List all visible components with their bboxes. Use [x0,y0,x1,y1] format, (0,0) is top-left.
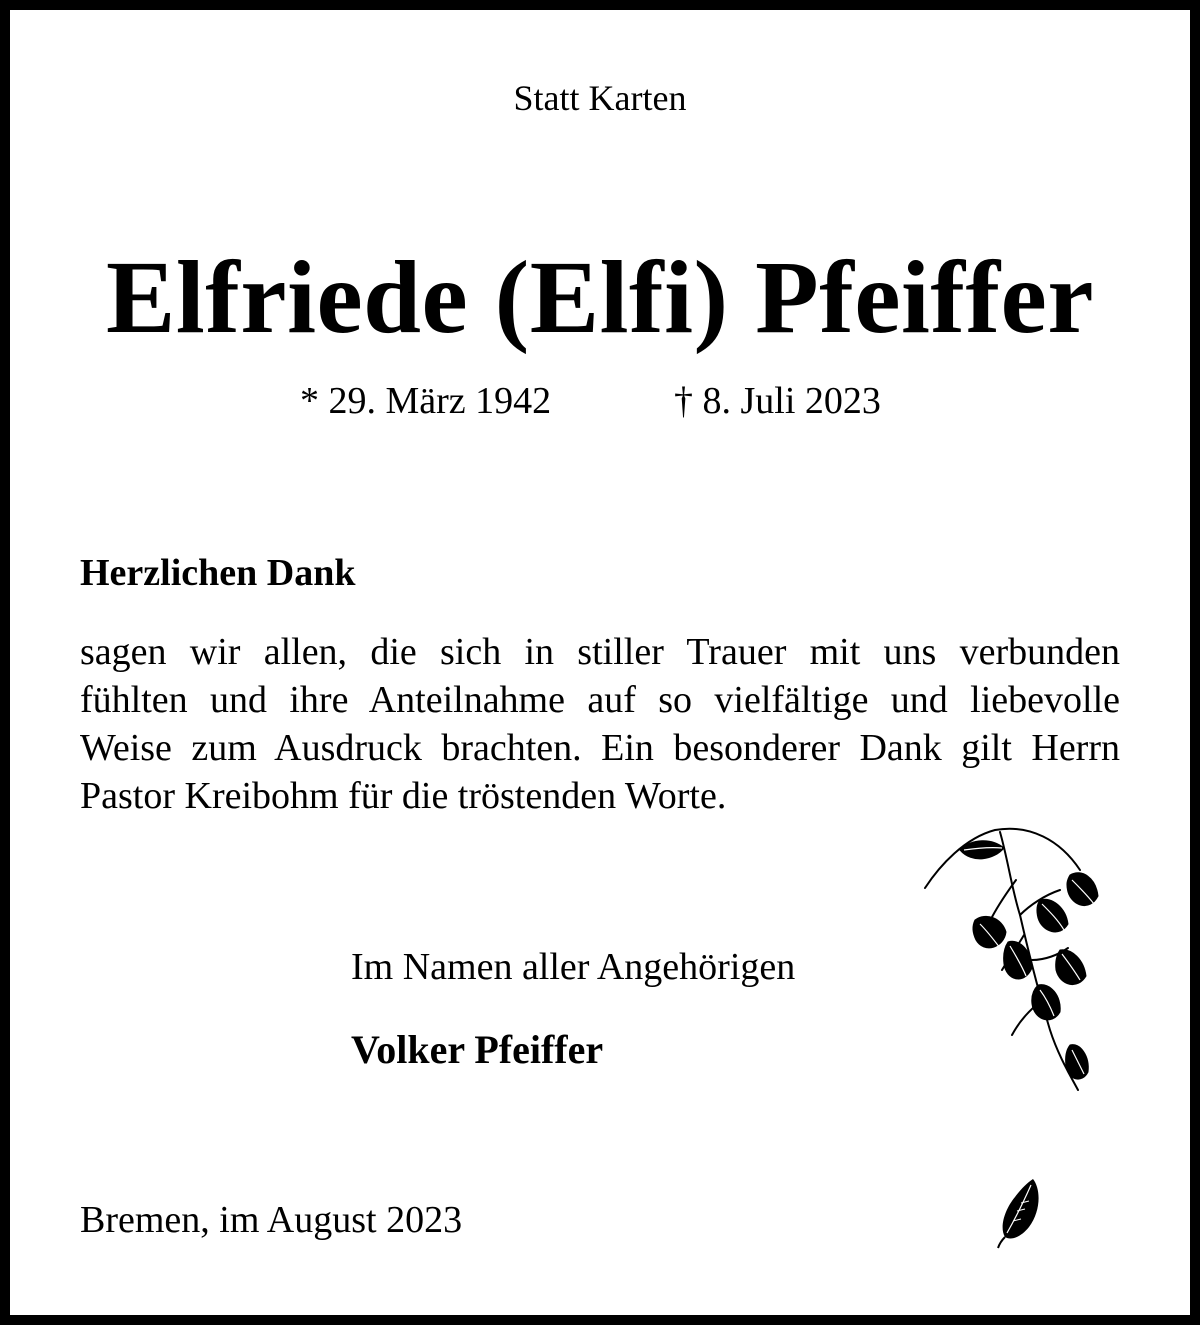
birth-date: * 29. März 1942 [300,380,552,422]
falling-leaf-icon [995,1175,1045,1250]
paragraph-line: sagen wir allen, die sich in stiller Trauer mit uns verbunden [80,631,1120,673]
deceased-name: Elfriede (Elfi) Pfeiffer [106,240,1094,355]
birch-branch-icon [920,820,1110,1100]
thanks-heading: Herzlichen Dank [80,552,356,594]
thanks-paragraph [80,628,1120,820]
paragraph-line: fühlten und ihre Anteilnahme auf so vielfältige und liebevolle [80,679,1120,721]
on-behalf-line: Im Namen aller Angehörigen [351,946,796,988]
signer-name: Volker Pfeiffer [351,1027,604,1072]
paragraph-line: Pastor Kreibohm für die tröstenden Worte. [80,775,727,817]
death-date: † 8. Juli 2023 [674,380,881,422]
notice-header: Statt Karten [513,78,687,118]
place-date: Bremen, im August 2023 [80,1199,463,1241]
paragraph-line: Weise zum Ausdruck brachten. Ein besonderer Dank gilt Herrn [80,727,1120,769]
